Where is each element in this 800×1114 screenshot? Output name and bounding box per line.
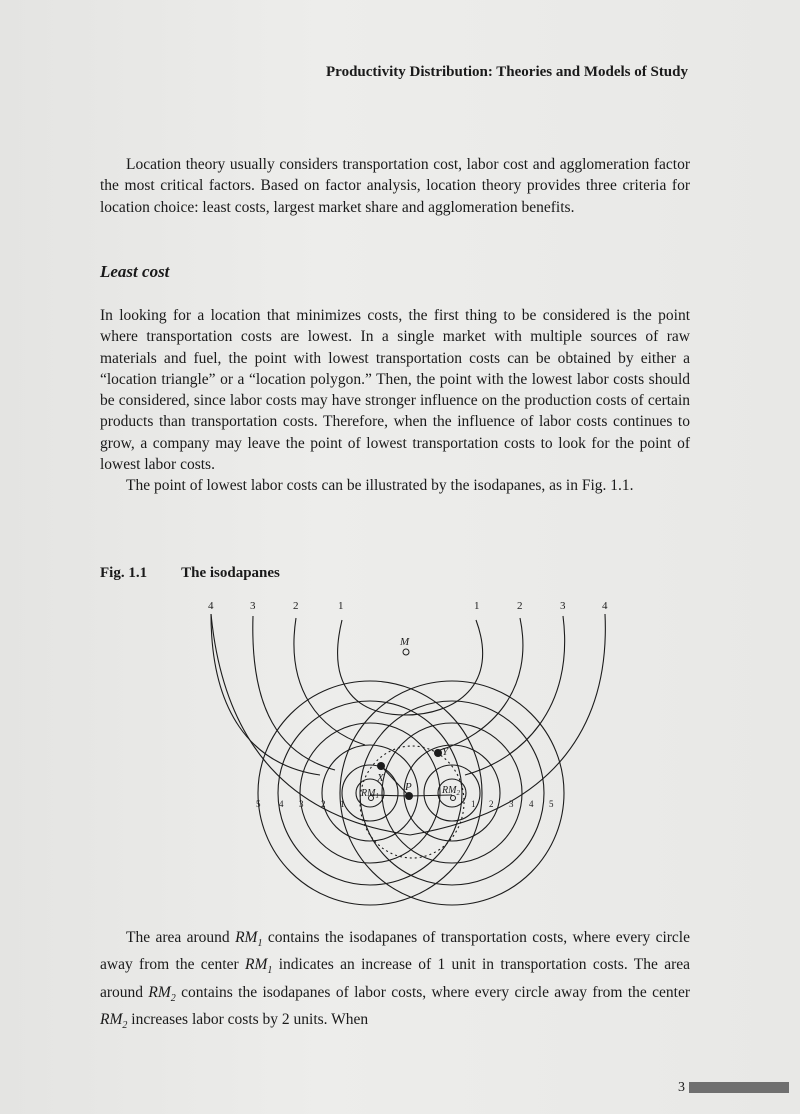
ring-label-right-1: 1 <box>471 799 476 809</box>
ring-label-right-4: 4 <box>529 799 534 809</box>
ring-label-right-2: 2 <box>489 799 494 809</box>
top-label-right-3: 3 <box>560 600 566 612</box>
least-cost-paragraph-1: In looking for a location that minimizes costs, the first thing to be considered is the point where transportation costs are lowest. In a single market with multiple sources of raw materials and fuel, the point with lowest transportation costs can be obtained by either a “location triangle” or a “location polygon.” Then, the point with the lowest labor costs should be considered, since labor costs may have stronger influence on the production costs of certain products than transportation costs. Therefore, when the influence of labor costs continues to grow, a company may leave the point of lowest transportation costs to look for the point of lowest labor costs. <box>100 307 690 474</box>
market-arc-2-left <box>294 618 365 745</box>
top-label-left-2: 2 <box>293 600 299 612</box>
section-heading: Least cost <box>100 262 170 281</box>
rm1-label-main: RM <box>361 788 376 799</box>
market-arc-4-left <box>211 614 320 775</box>
ring-label-left-2: 2 <box>321 799 326 809</box>
top-label-right-4: 4 <box>602 600 608 612</box>
rm1-inline-1: $RM_1$ <box>235 929 263 950</box>
top-label-left-4: 4 <box>208 600 214 612</box>
least-cost-paragraphs <box>100 305 690 497</box>
point-p-label: P <box>405 781 412 793</box>
rm2-label-main: RM <box>442 785 457 796</box>
figure-number: Fig. 1.1 <box>100 565 148 581</box>
running-header: Productivity Distribution: Theories and Models of Study <box>326 64 688 80</box>
point-p <box>405 792 413 800</box>
rm2-label <box>441 785 460 797</box>
closing-part-d: contains the isodapanes of labor costs, where every circle away from the center <box>175 983 690 1001</box>
closing-text <box>100 927 690 1037</box>
point-x-label: X <box>377 772 384 784</box>
point-x <box>377 762 385 770</box>
point-y <box>434 749 442 757</box>
closing-paragraph <box>100 927 690 1037</box>
ring-label-left-4: 4 <box>279 799 284 809</box>
ring-label-left-1: 1 <box>340 799 345 809</box>
market-label: M <box>400 636 410 648</box>
ring-label-right-5: 5 <box>549 799 554 809</box>
least-cost-paragraph-2: The point of lowest labor costs can be illustrated by the isodapanes, as in Fig. 1.1. <box>126 477 634 495</box>
market-arc-1-right <box>405 620 483 715</box>
market-point <box>403 649 409 655</box>
closing-part-a: The area around <box>126 929 236 946</box>
top-label-right-1: 1 <box>474 600 480 612</box>
market-arc-3-right <box>465 616 565 775</box>
top-label-left-3: 3 <box>250 600 256 612</box>
ring-label-left-3: 3 <box>299 799 304 809</box>
intro-text: Location theory usually considers transportation cost, labor cost and agglomeration factor the most critical factors. Based on factor analysis, location theory provides three criteria for location choice: least costs, largest market share and agglomeration benefits. <box>100 156 690 216</box>
isodapanes-figure <box>190 590 620 920</box>
point-y-label: Y <box>442 746 449 758</box>
rm2-inline-2: $RM_2$ <box>100 1011 128 1032</box>
rm2-inline-1: $RM_2$ <box>148 983 176 1004</box>
rm1-label-sub: 1 <box>375 792 379 800</box>
page-number: 3 <box>678 1080 685 1095</box>
rm1-inline-2: $RM_1$ <box>244 956 273 977</box>
figure-title: The isodapanes <box>181 565 280 581</box>
closing-part-e: increases labor costs by 2 units. When <box>127 1011 369 1029</box>
rm2-point <box>451 796 456 801</box>
page-number-bar <box>689 1082 789 1093</box>
rm2-label-sub: 2 <box>456 789 460 797</box>
ring-label-left-5: 5 <box>256 799 261 809</box>
top-label-right-2: 2 <box>517 600 523 612</box>
rm1-label <box>360 788 379 800</box>
top-label-left-1: 1 <box>338 600 344 612</box>
ring-label-right-3: 3 <box>509 799 514 809</box>
intro-paragraph <box>100 154 690 218</box>
figure-caption <box>100 565 280 582</box>
closing-part-c: indicates an increase of 1 unit in transportation costs. The area around <box>100 956 690 1001</box>
closing-part-b: contains the isodapanes of transportation costs, where every circle away from the center <box>100 929 690 974</box>
